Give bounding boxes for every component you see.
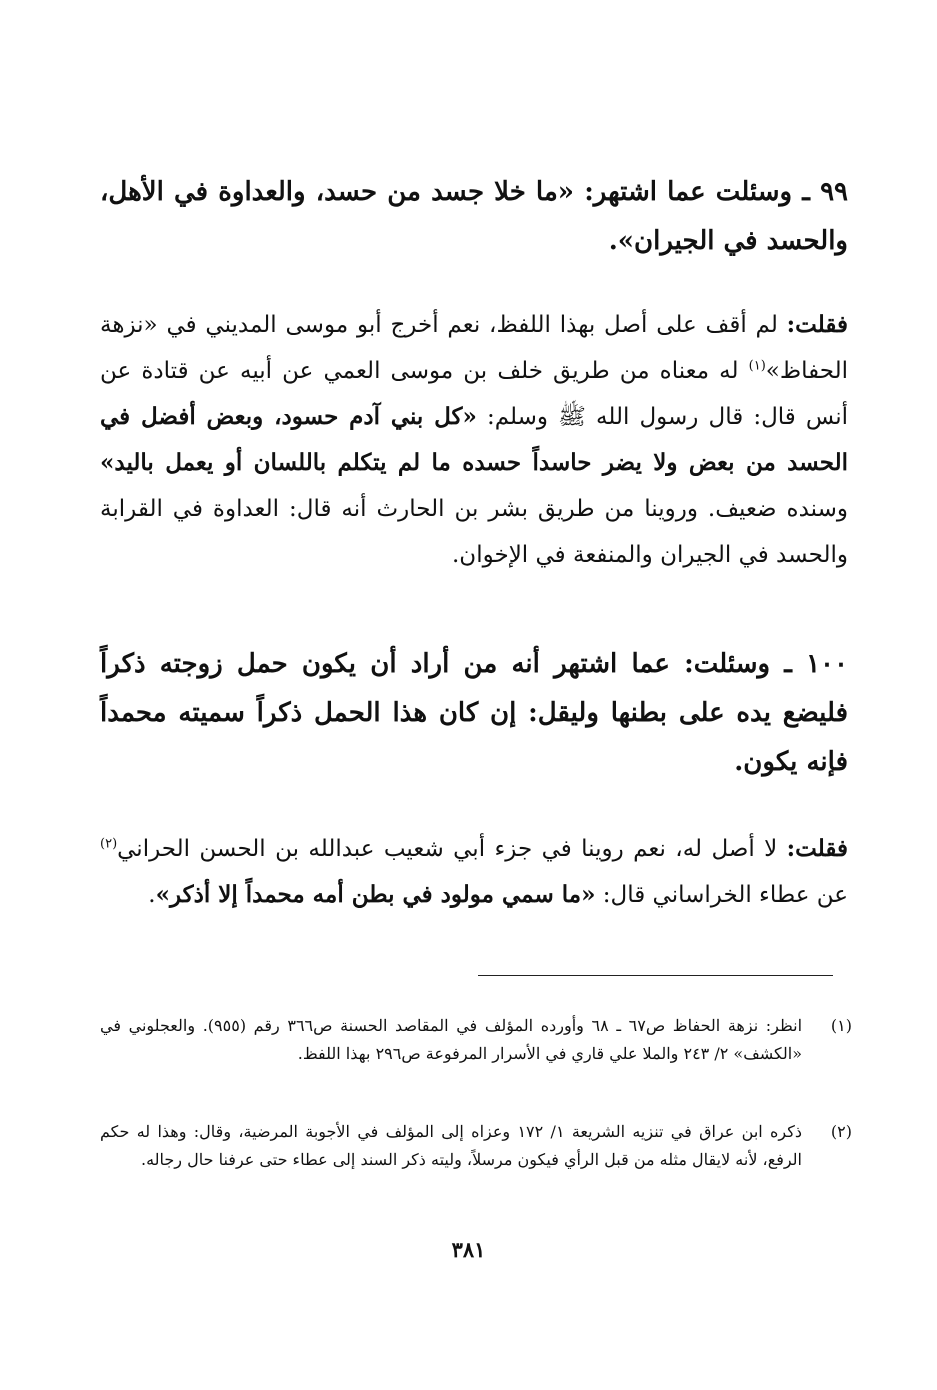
question-99 [100,168,848,266]
footnote-ref-1[interactable]: (١) [748,358,766,374]
footnote-1-number: (١) [830,1016,852,1035]
answer-99 [100,302,848,578]
page-number: ٣٨١ [451,1237,486,1262]
answer-99-text-3: وسنده ضعيف. وروينا من طريق بشر بن الحارث أنه قال: العداوة في القرابة والحسد في الجيران والمنفعة في الإخوان. [100,496,848,568]
footnote-2-text: ذكره ابن عراق في تنزيه الشريعة ١/ ١٧٢ وعزاه إلى المؤلف في الأجوبة المرضية، وقال: وهذا له حكم الرفع، لأنه لايقال مثله من قبل الرأي فيكون مرسلاً، وليته ذكر السند إلى عطاء حتى عرفنا حال رجاله. [100,1122,802,1169]
answer-99-text-2: له معناه من طريق خلف بن موسى العمي عن أبيه عن قتادة عن أنس قال: قال رسول الله ﷺ وسلم: [100,358,848,430]
question-100 [100,640,848,787]
quote-100: «ما سمي مولود في بطن أمه محمداً إلا أذكر» [155,881,596,908]
question-100-text: ١٠٠ ـ وسئلت: عما اشتهر أنه من أراد أن يكون حمل زوجته ذكراً فليضع يده على بطنها وليقل: إن كان هذا الحمل ذكراً سميته محمداً فإنه يكون. [100,649,848,777]
answer-100-label: فقلت: [786,835,848,862]
footnote-1-text: انظر: نزهة الحفاظ ص٦٧ ـ ٦٨ وأورده المؤلف في المقاصد الحسنة ص٣٦٦ رقم (٩٥٥). والعجلوني في «الكشف» ٢/ ٢٤٣ والملا علي قاري في الأسرار المرفوعة ص٢٩٦ بهذا اللفظ. [100,1016,803,1063]
answer-100-text-2: عن عطاء الخراساني قال: [595,882,848,908]
footnote-2-number: (٢) [830,1122,852,1141]
answer-100-text-3: . [148,882,156,908]
answer-99-label: فقلت: [786,311,848,338]
footnote-1 [100,1012,852,1068]
answer-100 [100,826,848,918]
footnote-2 [100,1118,852,1174]
footnote-ref-2[interactable]: (٢) [100,836,118,852]
footnote-divider [478,975,833,976]
hadith-quote: «كل بني آدم حسود، وبعض أفضل في الحسد من بعض ولا يضر حاسداً حسده ما لم يتكلم باللسان أو يعمل باليد» [100,403,848,476]
question-99-text: ٩٩ ـ وسئلت عما اشتهر: «ما خلا جسد من حسد، والعداوة في الأهل، والحسد في الجيران». [100,177,848,256]
answer-100-text-1: لا أصل له، نعم روينا في جزء أبي شعيب عبدالله بن الحسن الحراني [117,836,787,862]
answer-99-text-1: لم أقف على أصل بهذا اللفظ، نعم أخرج أبو موسى المديني في «نزهة الحفاظ» [100,312,848,384]
